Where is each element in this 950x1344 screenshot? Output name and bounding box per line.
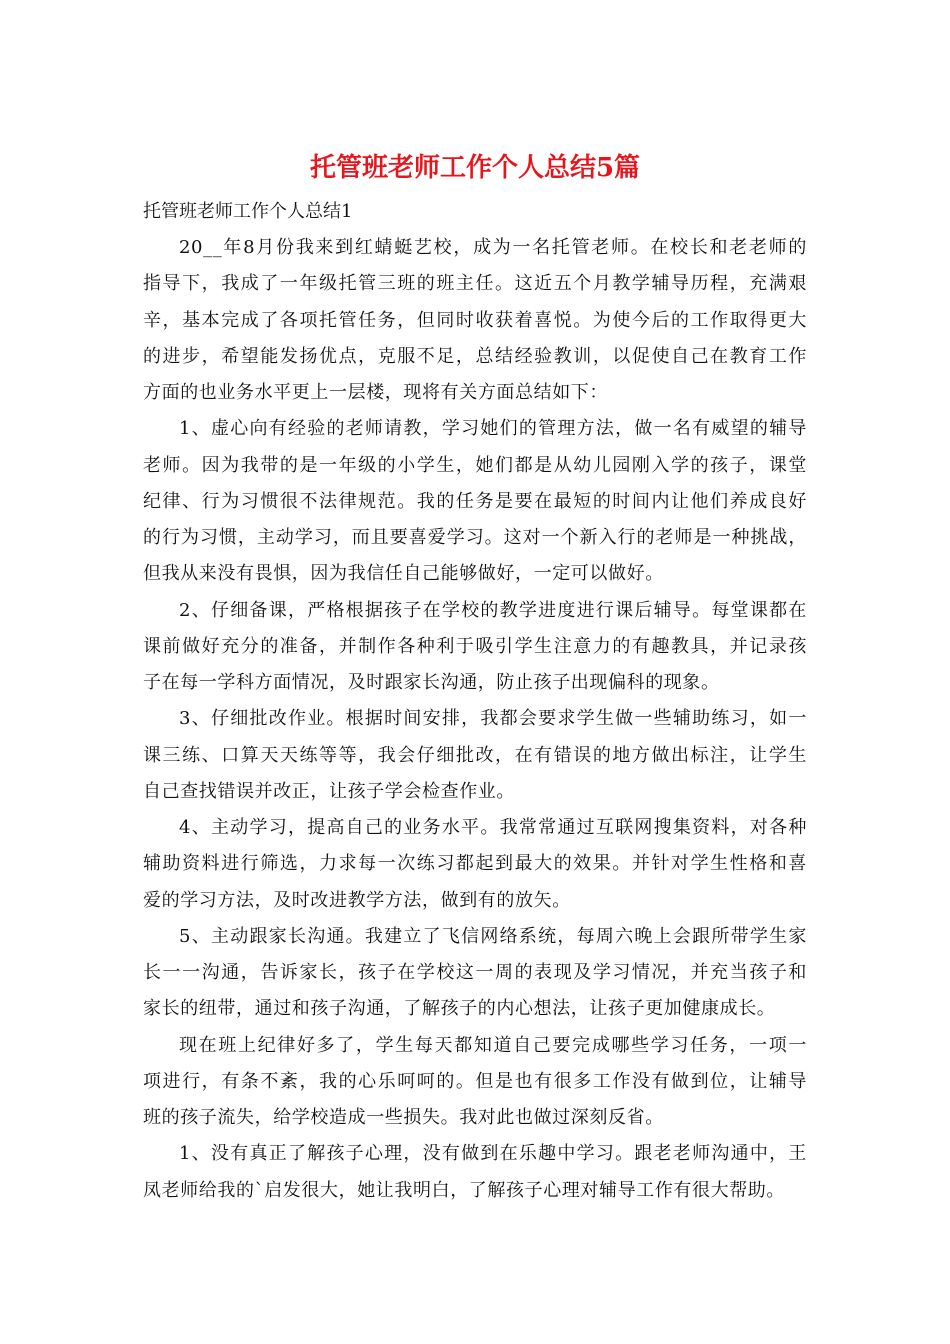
paragraph xyxy=(143,701,807,810)
paragraph-line: 辛，基本完成了各项托管任务，但同时收获着喜悦。为使今后的工作取得更大 xyxy=(143,309,807,331)
paragraph-line: 项进行，有条不紊，我的心乐呵呵的。但是也有很多工作没有做到位，让辅导 xyxy=(143,1070,807,1092)
paragraph-line: 课前做好充分的准备，并制作各种利于吸引学生注意力的有趣教具，并记录孩 xyxy=(143,635,807,657)
paragraph-line: 辅助资料进行筛选，力求每一次练习都起到最大的效果。并针对学生性格和喜 xyxy=(143,853,807,875)
paragraph-line: 但我从来没有畏惧，因为我信任自己能够做好，一定可以做好。 xyxy=(143,563,664,585)
paragraph-line: 老师。因为我带的是一年级的小学生，她们都是从幼儿园刚入学的孩子，课堂 xyxy=(143,454,807,476)
paragraph-line: 方面的也业务水平更上一层楼，现将有关方面总结如下： xyxy=(143,382,608,403)
paragraph-line: 长一一沟通，告诉家长，孩子在学校这一周的表现及学习情况，并充当孩子和 xyxy=(143,962,807,983)
paragraph-line: 5、主动跟家长沟通。我建立了飞信网络系统，每周六晚上会跟所带学生家 xyxy=(179,925,807,947)
section-subtitle: 托管班老师工作个人总结1 xyxy=(143,201,353,222)
paragraph xyxy=(143,810,807,919)
paragraph xyxy=(143,593,807,702)
paragraph-line: 1、没有真正了解孩子心理，没有做到在乐趣中学习。跟老老师沟通中，王 xyxy=(179,1143,807,1165)
paragraph xyxy=(143,919,807,1028)
paragraph-line: 爱的学习方法，及时改进教学方法，做到有的放矢。 xyxy=(143,889,571,911)
document-body xyxy=(143,230,807,1209)
document-title: 托管班老师工作个人总结5篇 xyxy=(309,153,641,183)
paragraph-line: 20__年8月份我来到红蜻蜓艺校，成为一名托管老师。在校长和老老师的 xyxy=(179,237,807,258)
paragraph-line: 子在每一学科方面情况，及时跟家长沟通，防止孩子出现偏科的现象。 xyxy=(143,672,720,693)
paragraph xyxy=(143,230,807,411)
paragraph-line: 的进步，希望能发扬优点，克服不足，总结经验教训，以促使自己在教育工作 xyxy=(143,345,807,367)
paragraph-line: 凤老师给我的`启发很大，她让我明白，了解孩子心理对辅导工作有很大帮助。 xyxy=(143,1179,785,1201)
paragraph-line: 3、仔细批改作业。根据时间安排，我都会要求学生做一些辅助练习，如一 xyxy=(179,708,807,730)
paragraph-line: 2、仔细备课，严格根据孩子在学校的教学进度进行课后辅导。每堂课都在 xyxy=(179,599,807,621)
paragraph-line: 自己查找错误并改正，让孩子学会检查作业。 xyxy=(143,780,515,802)
paragraph-line: 4、主动学习，提高自己的业务水平。我常常通过互联网搜集资料，对各种 xyxy=(179,817,807,838)
paragraph-line: 1、虚心向有经验的老师请教，学习她们的管理方法，做一名有威望的辅导 xyxy=(179,418,807,440)
paragraph xyxy=(143,1136,807,1209)
paragraph-line: 指导下，我成了一年级托管三班的班主任。这近五个月教学辅导历程，充满艰 xyxy=(143,273,807,295)
paragraph-line: 班的孩子流失，给学校造成一些损失。我对此也做过深刻反省。 xyxy=(143,1107,664,1128)
paragraph xyxy=(143,1028,807,1137)
paragraph-line: 课三练、口算天天练等等，我会仔细批改，在有错误的地方做出标注，让学生 xyxy=(143,744,807,766)
paragraph-line: 纪律、行为习惯很不法律规范。我的任务是要在最短的时间内让他们养成良好 xyxy=(143,490,807,512)
paragraph-line: 现在班上纪律好多了，学生每天都知道自己要完成哪些学习任务，一项一 xyxy=(179,1034,807,1056)
paragraph-line: 的行为习惯，主动学习，而且要喜爱学习。这对一个新入行的老师是一种挑战， xyxy=(143,527,807,548)
paragraph xyxy=(143,411,807,592)
paragraph-line: 家长的纽带，通过和孩子沟通，了解孩子的内心想法，让孩子更加健康成长。 xyxy=(143,998,776,1020)
